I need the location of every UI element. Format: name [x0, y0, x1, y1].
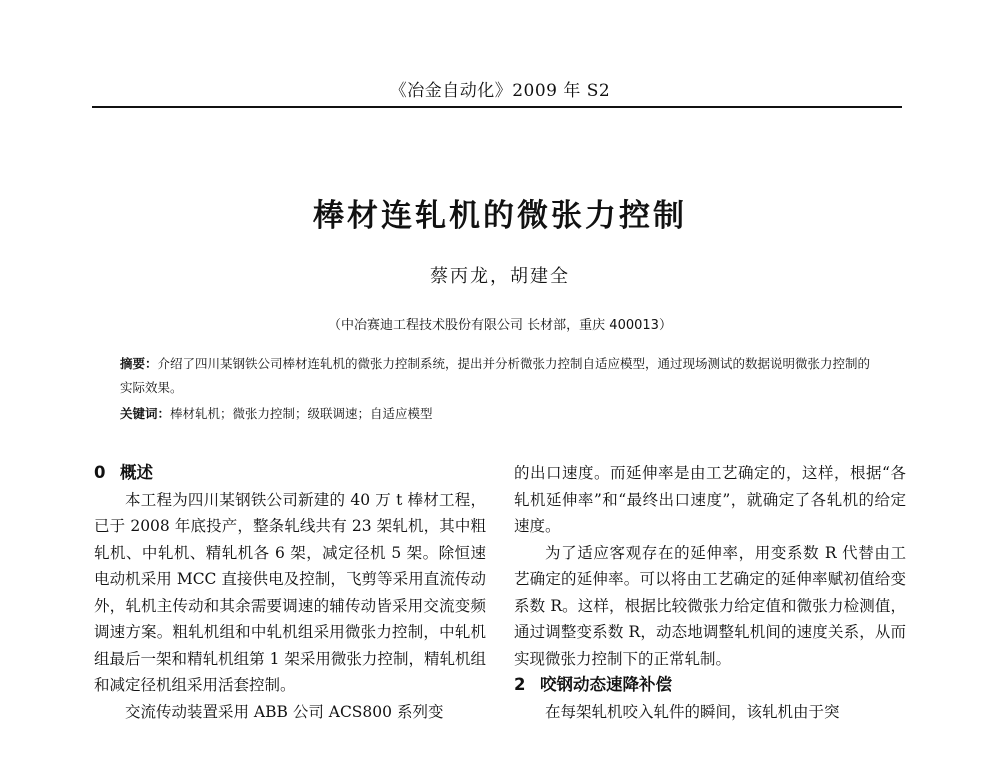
paragraph: 交流传动装置采用 ABB 公司 ACS800 系列变 [125, 702, 444, 721]
paragraph: 的出口速度。而延伸率是由工艺确定的，这样，根据“各轧机延伸率”和“最终出口速度”，就确定了各轧机的给定速度。 [514, 464, 906, 535]
section-heading-overview [94, 460, 486, 487]
abstract-text: 介绍了四川某钢铁公司棒材连轧机的微张力控制系统，提出并分析微张力控制自适应模型，通过现场测试的数据说明微张力控制的实际效果。 [120, 356, 871, 395]
section-number: 2 [514, 675, 526, 694]
paper-title: 棒材连轧机的微张力控制 [313, 198, 687, 234]
right-column [514, 460, 906, 725]
section-number: 0 [94, 463, 106, 482]
paragraph: 在每架轧机咬入轧件的瞬间，该轧机由于突 [545, 702, 840, 721]
section-heading-compensation [514, 672, 906, 699]
journal-header: 《冶金自动化》2009 年 S2 [389, 81, 611, 101]
keywords-label: 关键词： [120, 406, 171, 421]
paragraph: 为了适应客观存在的延伸率，用变系数 R 代替由工艺确定的延伸率。可以将由工艺确定的延伸率赋初值给变系数 R。这样，根据比较微张力给定值和微张力检测值，通过调整变系数 R，动态地调整轧机间的速度关系，从而实现微张力控制下的正常轧制。 [514, 543, 906, 668]
authors: 蔡丙龙，胡建全 [430, 266, 570, 287]
abstract [120, 352, 880, 400]
keywords [120, 402, 880, 426]
affiliation: （中冶赛迪工程技术股份有限公司 长材部，重庆 400013） [328, 318, 672, 333]
header-rule [92, 106, 902, 108]
paragraph: 本工程为四川某钢铁公司新建的 40 万 t 棒材工程，已于 2008 年底投产，整条轧线共有 23 架轧机，其中粗轧机、中轧机、精轧机各 6 架，减定径机 5 架。除恒速电动机采用 MCC 直接供电及控制，飞剪等采用直流传动外，轧机主传动和其余需要调速的辅传动皆采用交流变频调速方案。粗轧机组和中轧机组采用微张力控制，中轧机组最后一架和精轧机组第 1 架采用微张力控制，精轧机组和减定径机组采用活套控制。 [94, 490, 486, 694]
section-title: 概述 [120, 463, 153, 482]
left-column [94, 460, 486, 725]
abstract-label: 摘要： [120, 356, 158, 371]
section-title: 咬钢动态速降补偿 [540, 675, 672, 694]
keywords-text: 棒材轧机；微张力控制；级联调速；自适应模型 [170, 406, 433, 421]
